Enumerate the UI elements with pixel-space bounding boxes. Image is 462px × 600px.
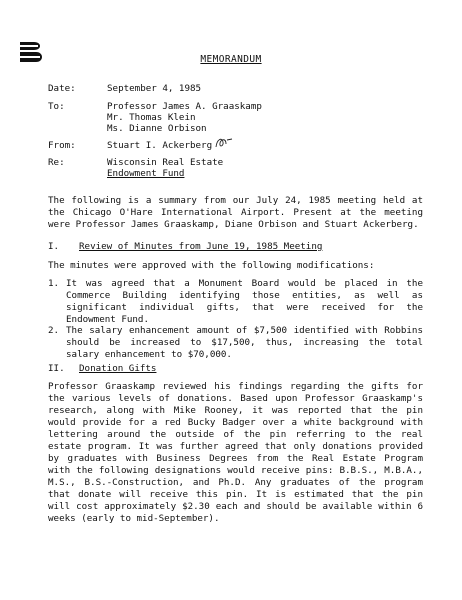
section-1-heading: Review of Minutes from June 19, 1985 Meeting xyxy=(79,241,323,252)
from-label: From: xyxy=(48,140,76,151)
intro-paragraph: The following is a summary from our July 24, 1985 meeting held at the Chicago O'Hare International Airport. Present at the meeting were Professor James Graaskamp, Diane Orbison and Stuart Ackerberg. xyxy=(48,195,423,230)
item-2-number: 2. xyxy=(48,325,60,336)
to-recipient-2: Mr. Thomas Klein xyxy=(107,112,196,123)
item-2-text: The salary enhancement amount of $7,500 identified with Robbins should be increased to $17,500, thus, increasing the total salary enhancement to $70,000. xyxy=(66,325,423,360)
section-1-number: I. xyxy=(48,241,60,252)
date-label: Date: xyxy=(48,83,76,94)
to-recipient-1: Professor James A. Graaskamp xyxy=(107,101,262,112)
re-line-1: Wisconsin Real Estate xyxy=(107,157,224,168)
re-label: Re: xyxy=(48,157,65,168)
to-recipient-3: Ms. Dianne Orbison xyxy=(107,123,207,134)
from-value: Stuart I. Ackerberg xyxy=(107,140,213,151)
item-1-text: It was agreed that a Monument Board would be placed in the Commerce Building identifying those entities, as well as significant individual gifts, that were received for the Endowment Fund. xyxy=(66,278,423,325)
section-1-lead: The minutes were approved with the following modifications: xyxy=(48,260,375,271)
date-value: September 4, 1985 xyxy=(107,83,202,94)
re-line-2: Endowment Fund xyxy=(107,168,185,179)
item-1-number: 1. xyxy=(48,278,60,289)
section-2-heading: Donation Gifts xyxy=(79,363,157,374)
initials-signature xyxy=(214,136,234,150)
memo-title: MEMORANDUM xyxy=(200,54,262,65)
section-2-number: II. xyxy=(48,363,65,374)
to-label: To: xyxy=(48,101,65,112)
section-2-paragraph: Professor Graaskamp reviewed his findings regarding the gifts for the various levels of donations. Based upon Professor Graaskamp's research, along with Mike Rooney, it was reported that the pin would provide for a red Bucky Badger over a white background with lettering around the outside of the pin referring to the real estate program. It was further agreed that only donations provided by graduates with Business Degrees from the Real Estate Program with the following designations would receive pins: B.B.S., M.B.A., M.S., B.S.-Construction, and Ph.D. Any graduates of the program that donate will receive this pin. It is estimated that the pin will cost approximately $2.30 each and should be available within 6 weeks (early to mid-September). xyxy=(48,381,423,524)
